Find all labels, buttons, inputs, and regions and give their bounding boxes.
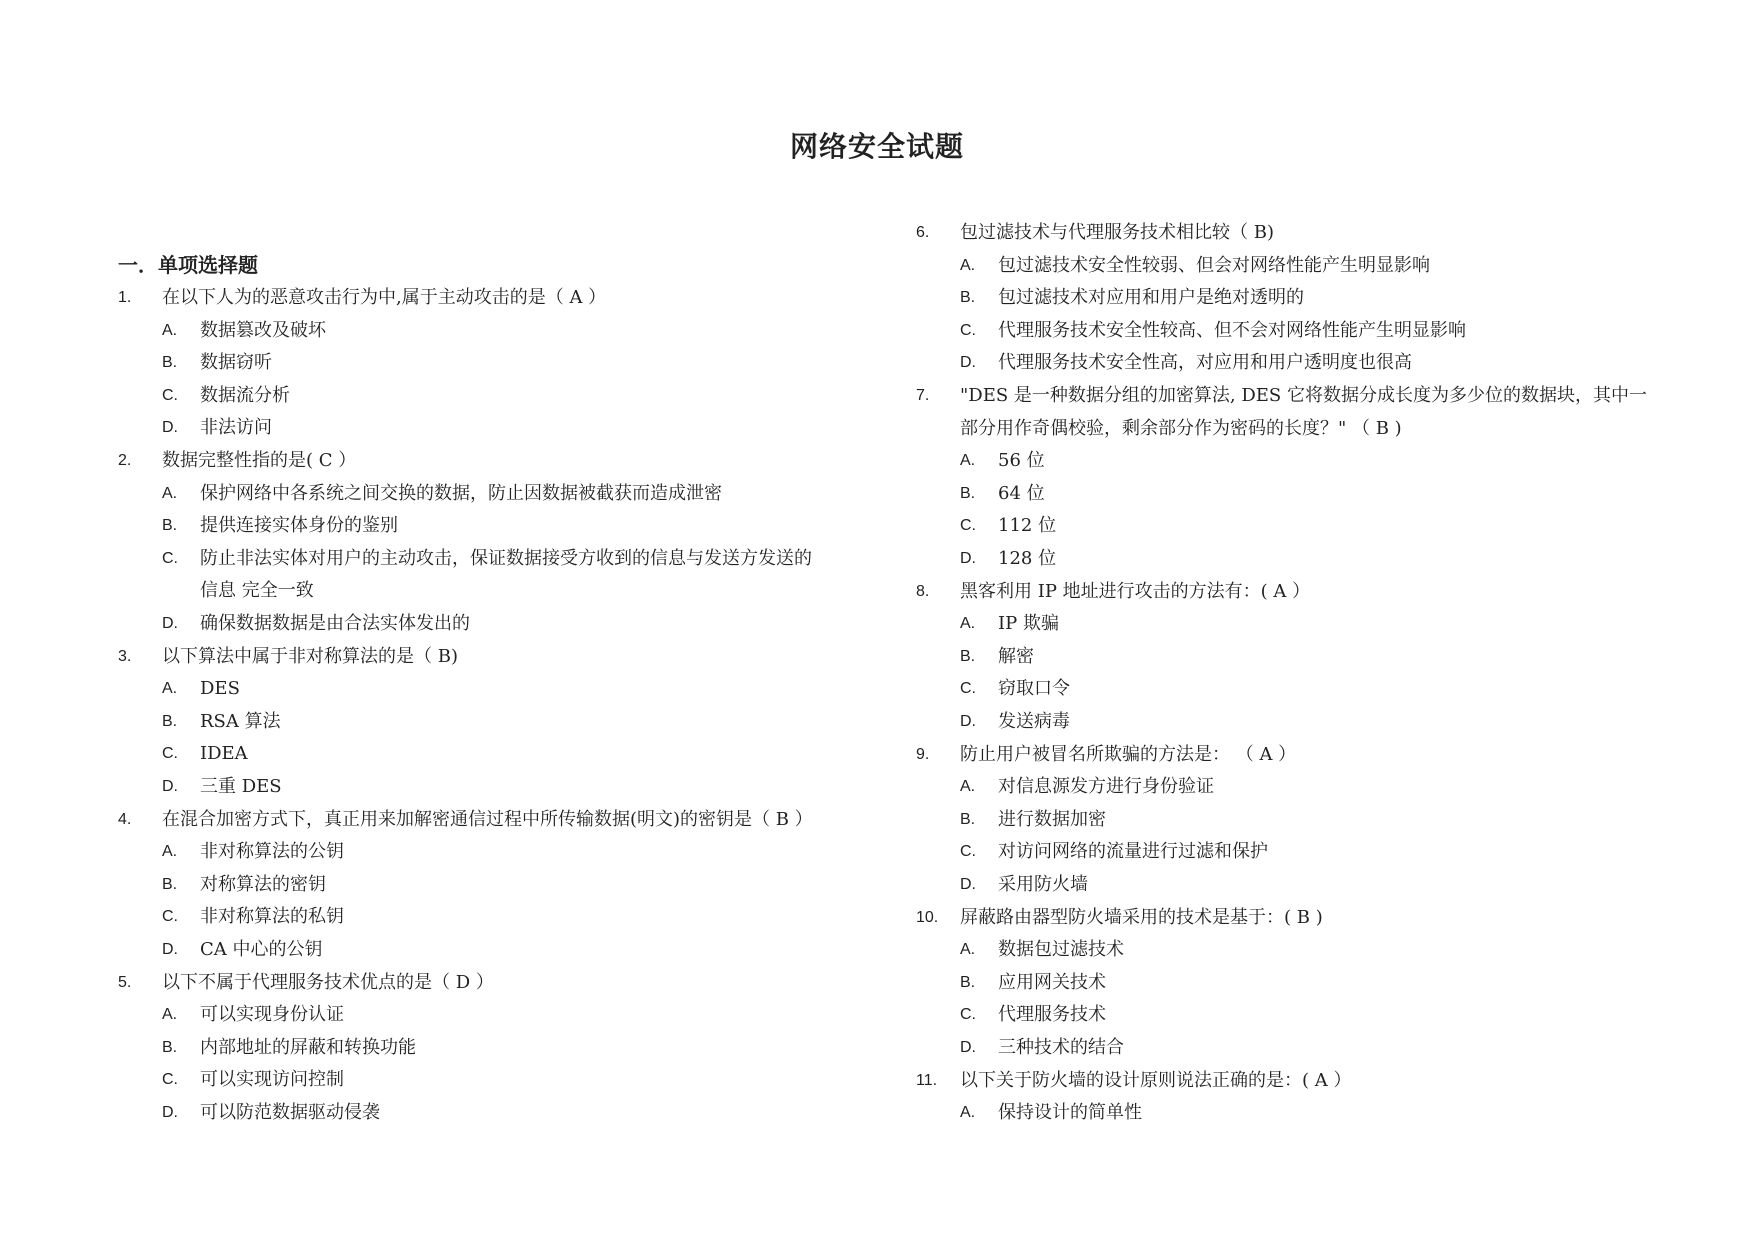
option-letter: A. xyxy=(162,321,178,339)
question-text-line2: 部分用作奇偶校验，剩余部分作为密码的长度？" （ B ) xyxy=(960,417,1402,439)
option-text: 代理服务技术 xyxy=(998,1004,1106,1026)
option-letter: C. xyxy=(162,908,178,926)
option-text: 保护网络中各系统之间交换的数据，防止因数据被截获而造成泄密 xyxy=(200,482,722,504)
option-text: RSA 算法 xyxy=(200,710,281,732)
option-text: 对称算法的密钥 xyxy=(200,873,326,895)
option-letter: B. xyxy=(960,484,976,502)
question-number: 6. xyxy=(916,224,930,241)
option-letter: D. xyxy=(960,1039,976,1056)
question-text: 防止用户被冒名所欺骗的方法是： （ A ） xyxy=(960,743,1297,765)
question-text: 数据完整性指的是( C ） xyxy=(162,450,357,471)
option-letter: C. xyxy=(960,680,976,698)
option-text: IP 欺骗 xyxy=(998,613,1059,635)
question-number: 2. xyxy=(118,452,132,469)
question-text: 包过滤技术与代理服务技术相比较（ B) xyxy=(960,222,1274,243)
option-text: 128 位 xyxy=(998,548,1057,569)
option-letter: B. xyxy=(960,973,976,991)
question-number: 10. xyxy=(916,908,939,926)
question-text: 以下算法中属于非对称算法的是（ B) xyxy=(162,645,458,667)
option-text: 解密 xyxy=(998,645,1034,667)
option-text: DES xyxy=(200,678,240,700)
option-text: 56 位 xyxy=(998,450,1045,472)
option-letter: B. xyxy=(162,712,178,730)
question-text: 以下不属于代理服务技术优点的是（ D ） xyxy=(162,971,494,993)
option-text: 数据篡改及破坏 xyxy=(200,319,326,341)
option-text: 112 位 xyxy=(998,515,1057,537)
option-letter: D. xyxy=(960,550,976,567)
option-text: 保持设计的简单性 xyxy=(998,1102,1142,1124)
option-letter: C. xyxy=(960,321,976,339)
option-letter: A. xyxy=(162,484,178,502)
option-text: 进行数据加密 xyxy=(998,808,1106,830)
question-number: 8. xyxy=(916,582,930,600)
option-text: 数据窃听 xyxy=(200,352,272,374)
option-letter: A. xyxy=(960,941,976,959)
option-text: 非对称算法的私钥 xyxy=(200,906,344,928)
option-letter: D. xyxy=(162,615,178,632)
option-text: 三重 DES xyxy=(200,776,282,797)
option-letter: D. xyxy=(162,941,178,958)
question-number: 4. xyxy=(118,810,132,828)
option-letter: A. xyxy=(960,778,976,796)
option-text: 三种技术的结合 xyxy=(998,1037,1124,1058)
option-letter: B. xyxy=(960,810,976,828)
option-text: 确保数据数据是由合法实体发出的 xyxy=(200,613,470,634)
question-text: 黑客利用 IP 地址进行攻击的方法有：( A ） xyxy=(960,580,1311,602)
option-text: 可以实现访问控制 xyxy=(200,1069,344,1091)
option-text: 窃取口令 xyxy=(998,678,1070,700)
question-number: 11. xyxy=(916,1071,938,1089)
option-letter: D. xyxy=(960,876,976,893)
section-heading: 一．单项选择题 xyxy=(118,253,258,277)
option-text: 非对称算法的公钥 xyxy=(200,841,344,863)
option-text: 提供连接实体身份的鉴别 xyxy=(200,515,398,537)
option-text: 64 位 xyxy=(998,482,1045,504)
option-text: 数据流分析 xyxy=(200,384,290,406)
option-letter: D. xyxy=(162,1104,178,1121)
option-letter: A. xyxy=(960,615,976,633)
question-text: 屏蔽路由器型防火墙采用的技术是基于：( B ) xyxy=(960,906,1323,928)
question-number: 3. xyxy=(118,647,132,665)
option-letter: C. xyxy=(960,1006,976,1024)
question-number: 7. xyxy=(916,387,930,404)
option-text: 数据包过滤技术 xyxy=(998,939,1124,961)
option-letter: B. xyxy=(162,354,178,372)
option-letter: C. xyxy=(162,386,178,404)
option-text: 内部地址的屏蔽和转换功能 xyxy=(200,1036,416,1058)
option-letter: C. xyxy=(162,549,178,567)
option-text: 可以实现身份认证 xyxy=(200,1004,344,1026)
option-letter: B. xyxy=(162,875,178,893)
option-text: 应用网关技术 xyxy=(998,971,1106,993)
option-letter: C. xyxy=(162,745,178,763)
option-letter: D. xyxy=(960,713,976,730)
option-letter: A. xyxy=(162,1006,178,1024)
option-text: 采用防火墙 xyxy=(998,874,1088,895)
option-letter: D. xyxy=(162,419,178,437)
option-text: 可以防范数据驱动侵袭 xyxy=(200,1102,380,1123)
option-letter: C. xyxy=(960,843,976,861)
option-letter: B. xyxy=(960,647,976,665)
option-letter: A. xyxy=(960,1104,976,1122)
option-letter: D. xyxy=(960,354,976,372)
option-letter: A. xyxy=(162,843,178,861)
option-letter: D. xyxy=(162,778,178,795)
option-text: 代理服务技术安全性较高、但不会对网络性能产生明显影响 xyxy=(998,319,1466,341)
option-letter: B. xyxy=(162,517,178,535)
option-text: IDEA xyxy=(200,743,248,765)
page-title: 网络安全试题 xyxy=(789,130,964,163)
option-letter: A. xyxy=(162,680,178,698)
option-letter: B. xyxy=(960,289,976,307)
option-text: 防止非法实体对用户的主动攻击，保证数据接受方收到的信息与发送方发送的 xyxy=(200,547,812,569)
option-letter: C. xyxy=(162,1071,178,1089)
option-text: 非法访问 xyxy=(200,417,272,439)
question-number: 1. xyxy=(118,289,132,306)
question-number: 9. xyxy=(916,745,930,763)
option-text-line2: 信息 完全一致 xyxy=(200,580,314,602)
question-text: 在以下人为的恶意攻击行为中,属于主动攻击的是（ A ） xyxy=(162,287,607,308)
option-letter: A. xyxy=(960,452,976,470)
option-text: 包过滤技术安全性较弱、但会对网络性能产生明显影响 xyxy=(998,254,1430,276)
option-text: CA 中心的公钥 xyxy=(200,939,323,960)
option-text: 包过滤技术对应用和用户是绝对透明的 xyxy=(998,287,1304,309)
option-letter: C. xyxy=(960,517,976,535)
question-text: 在混合加密方式下，真正用来加解密通信过程中所传输数据(明文)的密钥是（ B ） xyxy=(162,808,813,830)
option-letter: B. xyxy=(162,1038,178,1056)
option-text: 对访问网络的流量进行过滤和保护 xyxy=(998,841,1268,863)
question-text: "DES 是一种数据分组的加密算法, DES 它将数据分成长度为多少位的数据块，其中一 xyxy=(960,385,1647,406)
question-number: 5. xyxy=(118,973,132,991)
option-text: 代理服务技术安全性高，对应用和用户透明度也很高 xyxy=(998,352,1412,374)
option-text: 对信息源发方进行身份验证 xyxy=(998,776,1214,798)
option-letter: A. xyxy=(960,256,976,274)
option-text: 发送病毒 xyxy=(998,711,1070,732)
question-text: 以下关于防火墙的设计原则说法正确的是：( A ） xyxy=(960,1069,1352,1091)
